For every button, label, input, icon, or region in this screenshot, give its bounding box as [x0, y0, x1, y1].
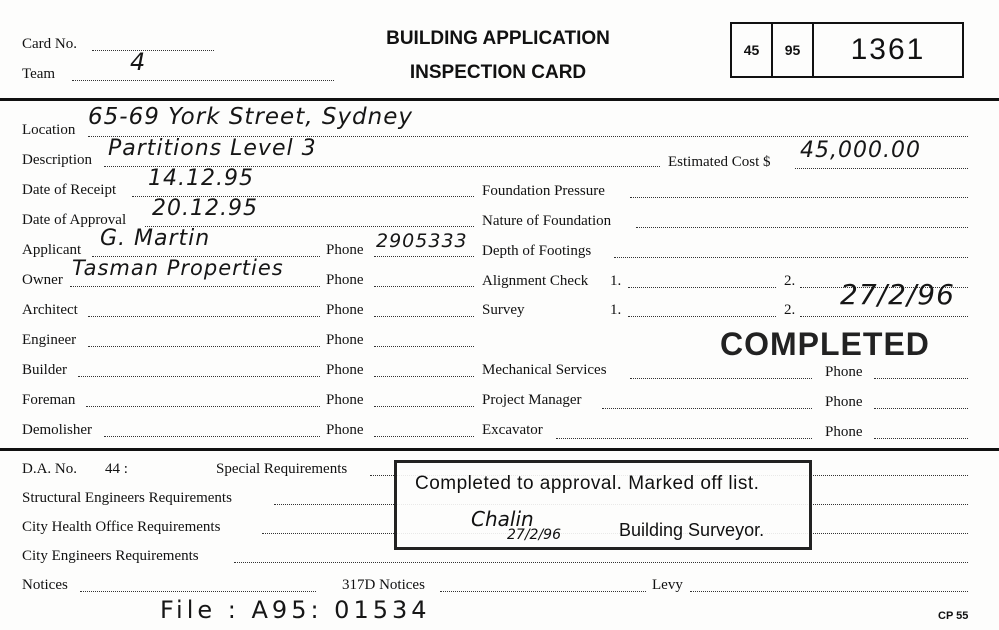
nature-of-foundation-label: Nature of Foundation [482, 213, 612, 229]
approval-stamp-date: 27/2/96 [507, 527, 561, 543]
application-number-box [730, 22, 964, 78]
notices-317d-label: 317D Notices [342, 577, 425, 593]
architect-phone-label: Phone [326, 302, 364, 318]
team-label: Team [22, 66, 56, 82]
special-requirements-label: Special Requirements [216, 461, 348, 477]
year-cell-1: 45 [732, 24, 773, 76]
demolisher-phone-label: Phone [326, 422, 364, 438]
team-line [72, 80, 334, 81]
owner-phone-label: Phone [326, 272, 364, 288]
alignment-check-line1 [628, 287, 776, 288]
foundation-pressure-line [630, 197, 968, 198]
excavator-phone-line [874, 438, 968, 439]
mechanical-services-phone-label: Phone [825, 364, 863, 380]
engineer-phone-label: Phone [326, 332, 364, 348]
project-manager-phone-label: Phone [825, 394, 863, 410]
survey-line1 [628, 316, 776, 317]
levy-line [690, 591, 968, 592]
date-of-approval-value: 20.12.95 [152, 196, 258, 221]
applicant-label: Applicant [22, 242, 82, 258]
location-value: 65-69 York Street, Sydney [88, 104, 413, 130]
survey-line2 [800, 316, 968, 317]
file-reference-note: File : A95: 01534 [160, 596, 431, 624]
alignment-check-num2: 2. [784, 273, 796, 289]
approval-stamp [394, 460, 812, 550]
builder-line [78, 376, 320, 377]
depth-of-footings-label: Depth of Footings [482, 243, 592, 259]
notices-317d-line [440, 591, 646, 592]
mechanical-services-phone-line [874, 378, 968, 379]
alignment-check-label: Alignment Check [482, 273, 589, 289]
date-of-approval-label: Date of Approval [22, 212, 127, 228]
mechanical-services-line [630, 378, 812, 379]
foreman-phone-label: Phone [326, 392, 364, 408]
estimated-cost-label: Estimated Cost $ [668, 154, 771, 170]
architect-label: Architect [22, 302, 78, 318]
nature-of-foundation-line [636, 227, 968, 228]
applicant-phone-label: Phone [326, 242, 364, 258]
mechanical-services-label: Mechanical Services [482, 362, 607, 378]
alignment-check-num1: 1. [610, 273, 622, 289]
card-title-line1: BUILDING APPLICATION [386, 28, 610, 49]
form-code: CP 55 [938, 610, 969, 622]
project-manager-line [602, 408, 812, 409]
card-no-label: Card No. [22, 36, 77, 52]
survey-num2: 2. [784, 302, 796, 318]
estimated-cost-value: 45,000.00 [800, 138, 921, 163]
notices-line [80, 591, 316, 592]
owner-line [70, 286, 320, 287]
application-number: 1361 [850, 33, 926, 66]
depth-of-footings-line [614, 257, 968, 258]
demolisher-phone-line [374, 436, 474, 437]
architect-phone-line [374, 316, 474, 317]
engineer-phone-line [374, 346, 474, 347]
builder-label: Builder [22, 362, 67, 378]
city-engineers-requirements-line [234, 562, 968, 563]
approval-stamp-text: Completed to approval. Marked off list. [415, 473, 760, 494]
header-divider [0, 98, 999, 101]
foreman-label: Foreman [22, 392, 76, 408]
survey-date-value: 27/2/96 [840, 278, 955, 311]
demolisher-line [104, 436, 320, 437]
description-value: Partitions Level 3 [108, 136, 317, 161]
da-no-label: D.A. No. [22, 461, 77, 477]
estimated-cost-line [795, 168, 968, 169]
foreman-line [86, 406, 320, 407]
engineer-line [88, 346, 320, 347]
foreman-phone-line [374, 406, 474, 407]
notices-label: Notices [22, 577, 68, 593]
excavator-line [556, 438, 812, 439]
survey-label: Survey [482, 302, 525, 318]
date-of-receipt-value: 14.12.95 [148, 166, 254, 191]
architect-line [88, 316, 320, 317]
owner-value: Tasman Properties [72, 256, 284, 280]
city-health-requirements-label: City Health Office Requirements [22, 519, 221, 535]
details-divider [0, 448, 999, 451]
foundation-pressure-label: Foundation Pressure [482, 183, 605, 199]
excavator-label: Excavator [482, 422, 543, 438]
date-of-receipt-label: Date of Receipt [22, 182, 117, 198]
excavator-phone-label: Phone [825, 424, 863, 440]
owner-label: Owner [22, 272, 63, 288]
da-no-value: 44 : [105, 461, 128, 477]
builder-phone-line [374, 376, 474, 377]
demolisher-label: Demolisher [22, 422, 92, 438]
owner-phone-line [374, 286, 474, 287]
project-manager-label: Project Manager [482, 392, 582, 408]
location-label: Location [22, 122, 76, 138]
structural-requirements-label: Structural Engineers Requirements [22, 490, 232, 506]
card-no-line [92, 50, 214, 51]
surveyor-signature: Chalin [471, 507, 534, 531]
builder-phone-label: Phone [326, 362, 364, 378]
building-surveyor-label: Building Surveyor. [619, 520, 765, 540]
year-cell-2: 95 [773, 24, 814, 76]
card-title-line2: INSPECTION CARD [409, 62, 587, 83]
completed-stamp: COMPLETED [720, 326, 930, 362]
applicant-value: G. Martin [100, 226, 211, 251]
team-value: 4 [130, 48, 147, 76]
applicant-phone-line [374, 256, 474, 257]
project-manager-phone-line [874, 408, 968, 409]
survey-num1: 1. [610, 302, 622, 318]
description-label: Description [22, 152, 92, 168]
applicant-phone-value: 2905333 [376, 230, 468, 252]
engineer-label: Engineer [22, 332, 77, 348]
levy-label: Levy [652, 577, 683, 593]
city-engineers-requirements-label: City Engineers Requirements [22, 548, 199, 564]
